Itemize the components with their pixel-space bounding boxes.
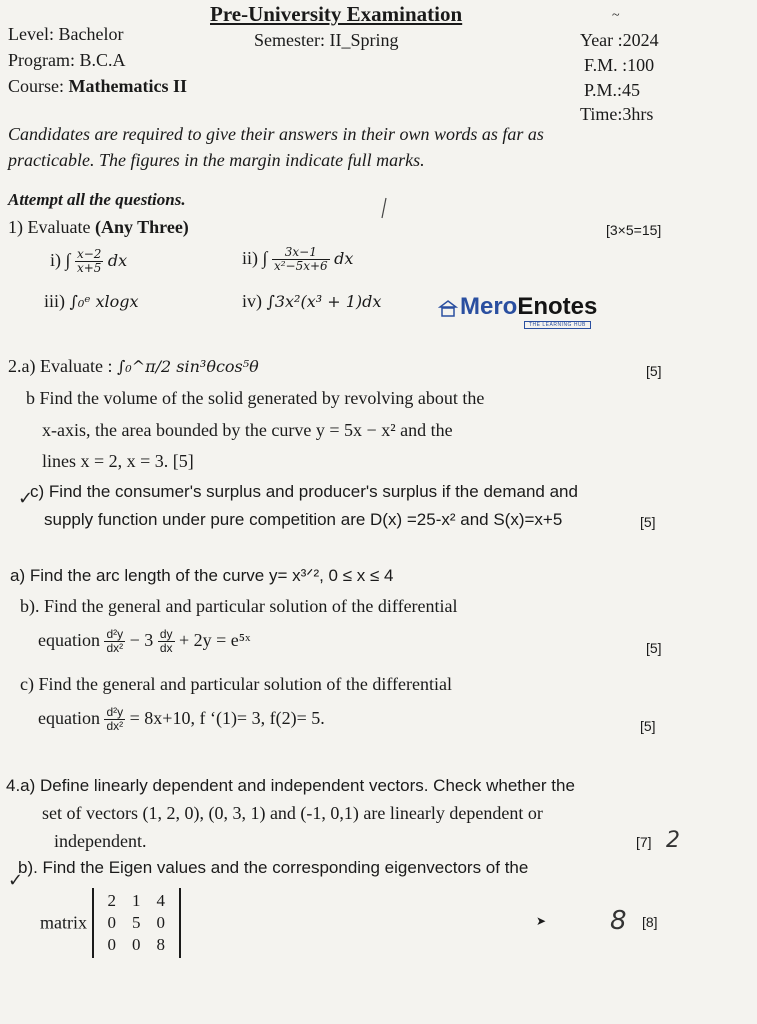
q1-ii-denominator: x²−5x+6 <box>273 259 328 274</box>
logo-wordmark <box>460 293 597 321</box>
eigen-matrix <box>92 888 182 958</box>
matrix-cell: 0 <box>107 913 116 932</box>
q4a-marks: [7] <box>636 834 652 850</box>
instruction-line-2: practicable. The figures in the margin indicate full marks. <box>8 150 425 170</box>
q1-ii-fraction <box>272 246 330 273</box>
logo-part-1: Mero <box>460 293 518 320</box>
q2a-label: 2.a) Evaluate : <box>8 356 113 376</box>
merooenotes-logo <box>436 293 618 329</box>
semester-text: Semester: II_Spring <box>254 30 399 50</box>
q3c-frac-num: d²y <box>106 705 124 719</box>
matrix-row <box>100 890 174 912</box>
q3b-frac-2-num: dy <box>159 627 173 641</box>
q1-ii-label: ii) ∫ <box>242 247 268 268</box>
matrix-cell: 0 <box>132 935 141 954</box>
q3c-frac-den: dx² <box>106 719 124 734</box>
matrix-cell: 4 <box>156 891 165 910</box>
q4b-marks: [8] <box>642 914 658 930</box>
matrix-cell: 0 <box>107 935 116 954</box>
q2b-line-2: x-axis, the area bounded by the curve y = 5x − x² and the <box>42 420 453 440</box>
q4b-matrix-row <box>40 888 181 958</box>
logo-icon <box>438 299 458 319</box>
q1-i-numerator: x−2 <box>76 247 102 261</box>
matrix-cell: 1 <box>132 891 141 910</box>
matrix-cell: 2 <box>107 891 116 910</box>
q1-ii <box>242 246 353 273</box>
q4b-handwritten-note: 8 <box>610 906 627 936</box>
q2c-line-1 <box>30 482 578 502</box>
q1-i-fraction <box>75 248 103 275</box>
q1-iii-label: iii) <box>44 291 65 311</box>
q4a-line-3: independent. <box>54 831 147 851</box>
attempt-all-text: Attempt all the questions. <box>8 190 186 209</box>
q1-i-label: i) ∫ <box>50 249 71 270</box>
exam-title: Pre-University Examination <box>210 2 463 26</box>
q3c-line-1: c) Find the general and particular solution of the differential <box>20 674 453 694</box>
q3b-frac-2 <box>158 628 175 655</box>
q1-iv <box>242 291 381 312</box>
matrix-cell: 8 <box>156 935 165 954</box>
q2c-text-1: Find the consumer's surplus and producer's surplus if the demand and <box>48 482 578 501</box>
q3b-line-1: b). Find the general and particular solution of the differential <box>20 596 458 616</box>
q4a-line-2: set of vectors (1, 2, 0), (0, 3, 1) and (-1, 0,1) are linearly dependent or <box>42 803 543 823</box>
check-mark-q4b: ✓ <box>8 870 24 891</box>
q2a-expr: ∫₀^π/2 sin³θcos⁵θ <box>116 357 259 376</box>
matrix-row <box>100 912 174 934</box>
course-name: Mathematics II <box>68 76 187 96</box>
q3c-marks: [5] <box>640 718 656 734</box>
q3c-equation <box>38 706 325 733</box>
q3c-eq-label: equation <box>38 707 100 728</box>
program-text: Program: B.C.A <box>8 50 126 70</box>
check-mark-q2c: ✓ <box>18 488 34 509</box>
q2c-label: c) <box>30 482 45 501</box>
q1-marks: [3×5=15] <box>606 222 662 238</box>
q4a-line-1: 4.a) Define linearly dependent and independent vectors. Check whether the <box>6 776 575 795</box>
dash-mark: ~ <box>612 8 620 23</box>
q3b-tail: + 2y = e⁵ˣ <box>179 629 251 650</box>
course-label: Course: <box>8 76 64 96</box>
q3c-tail: = 8x+10, f ‘(1)= 3, f(2)= 5. <box>129 707 325 728</box>
q1-suffix: (Any Three) <box>94 217 189 237</box>
q1-iv-expr: ∫3x²(x³ + 1)dx <box>266 292 382 311</box>
q2c-line-2: supply function under pure competition are D(x) =25-x² and S(x)=x+5 <box>44 510 563 529</box>
stray-pencil-mark <box>380 196 390 220</box>
q1-prefix: 1) Evaluate <box>8 217 91 237</box>
matrix-row <box>100 934 174 956</box>
q4a-handwritten-note: 2 <box>666 828 680 853</box>
q1-iv-label: iv) <box>242 291 262 311</box>
q3a-text: Find the arc length of the curve y= x³ᐟ², 0 ≤ x ≤ 4 <box>29 566 394 585</box>
q1-iii-expr: ∫₀ᵉ xlogx <box>69 292 139 311</box>
q4b-line-1: b). Find the Eigen values and the corresponding eigenvectors of the <box>18 858 529 877</box>
q3b-frac-1-num: d²y <box>106 627 124 641</box>
q4b-matrix-label: matrix <box>40 912 87 933</box>
q1-i <box>50 248 127 275</box>
q2c-marks: [5] <box>640 514 656 530</box>
q3b-frac-1-den: dx² <box>106 641 124 656</box>
q3b-mid: − 3 <box>129 629 154 650</box>
q2b-line-1: b Find the volume of the solid generated by revolving about the <box>26 388 485 408</box>
q3a <box>10 566 394 586</box>
matrix-cell: 0 <box>156 913 165 932</box>
q1-i-denominator: x+5 <box>76 261 102 276</box>
q3c-frac <box>104 706 125 733</box>
q2a <box>8 356 259 377</box>
logo-part-2: Enotes <box>517 293 598 320</box>
year-text: Year :2024 <box>580 30 659 50</box>
q1-ii-dx: dx <box>334 248 354 268</box>
q3b-eq-label: equation <box>38 629 100 650</box>
q3b-frac-2-den: dx <box>159 641 173 656</box>
logo-tagline: THE LEARNING HUB <box>524 321 591 329</box>
q3b-frac-1 <box>104 628 125 655</box>
matrix-cell: 5 <box>132 913 141 932</box>
q1-heading <box>8 217 189 238</box>
q1-ii-numerator: 3x−1 <box>272 246 330 260</box>
q2b-line-3: lines x = 2, x = 3. [5] <box>42 451 194 471</box>
q3b-marks: [5] <box>646 640 662 656</box>
q3a-label: a) <box>10 566 26 585</box>
q1-i-dx: dx <box>107 250 128 270</box>
full-marks-text: F.M. :100 <box>584 55 655 75</box>
level-text: Level: Bachelor <box>8 24 124 44</box>
arrow-mark: ➤ <box>536 914 547 928</box>
q3b-equation <box>38 628 250 655</box>
pass-marks-text: P.M.:45 <box>584 80 641 100</box>
course-line <box>8 76 187 97</box>
time-text: Time:3hrs <box>580 104 654 124</box>
instruction-line-1: Candidates are required to give their answers in their own words as far as <box>8 124 544 144</box>
q1-iii <box>44 291 139 312</box>
q2a-marks: [5] <box>646 363 662 379</box>
